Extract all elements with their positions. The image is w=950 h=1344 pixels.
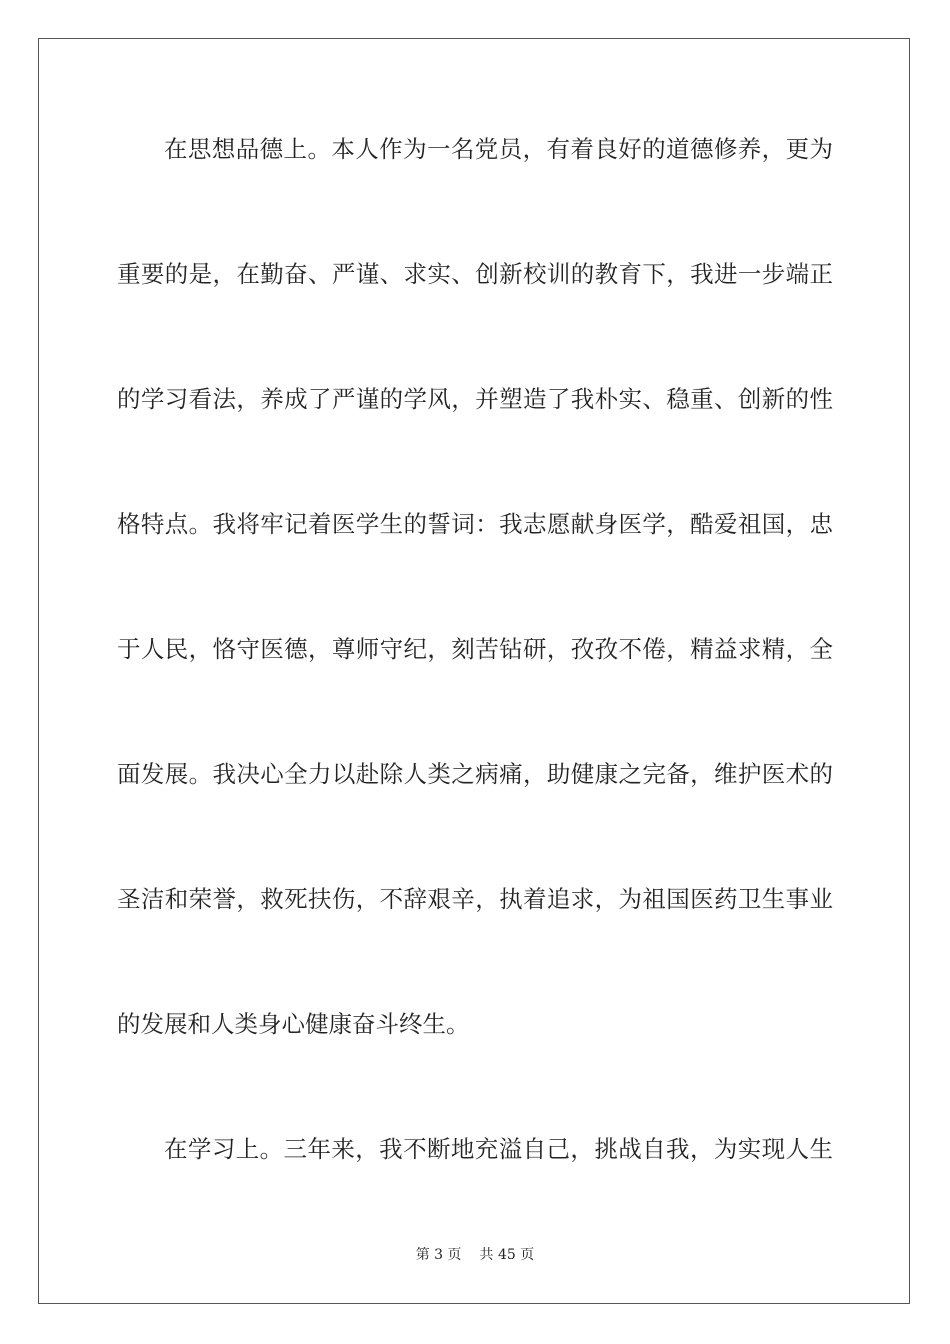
page-footer [0,1246,950,1264]
page-number: 第 3 页 [415,1247,462,1263]
paragraph-2-line-1: 在学习上。三年来，我不断地充溢自己，挑战自我，为实现人生 [164,1135,833,1163]
paragraph-1-line-1: 在思想品德上。本人作为一名党员，有着良好的道德修养，更为 [164,135,833,163]
paragraph-1-line-6: 面发展。我决心全力以赴除人类之病痛，助健康之完备，维护医术的 [117,760,833,788]
paragraph-1-line-5: 于人民，恪守医德，尊师守纪，刻苦钻研，孜孜不倦，精益求精，全 [117,635,833,663]
paragraph-1-line-4: 格特点。我将牢记着医学生的誓词：我志愿献身医学，酷爱祖国，忠 [117,510,833,538]
paragraph-1-line-2: 重要的是，在勤奋、严谨、求实、创新校训的教育下，我进一步端正 [117,260,833,288]
paragraph-1-line-3: 的学习看法，养成了严谨的学风，并塑造了我朴实、稳重、创新的性 [117,385,833,413]
total-pages: 共 45 页 [479,1247,535,1263]
paragraph-1-line-7: 圣洁和荣誉，救死扶伤，不辞艰辛，执着追求，为祖国医药卫生事业 [117,885,833,913]
paragraph-1-line-8: 的发展和人类身心健康奋斗终生。 [117,1010,470,1038]
page-border [38,38,910,1304]
